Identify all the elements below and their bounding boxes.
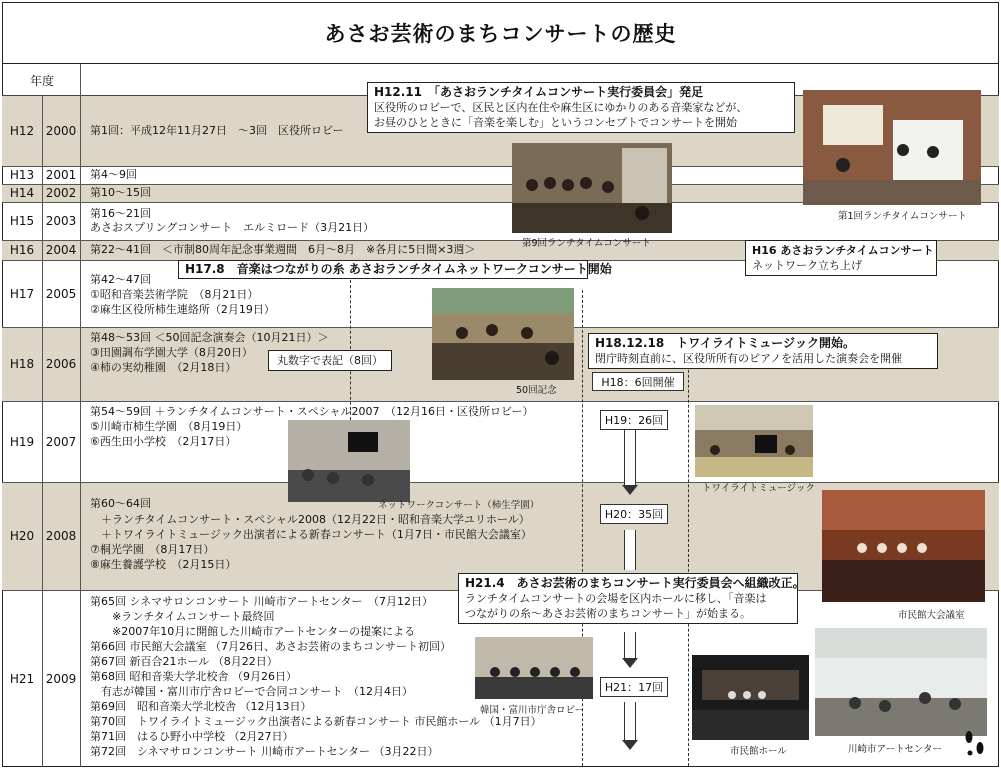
count-h19: H19：26回: [600, 410, 668, 430]
caption-ninth-concert: 第9回ランチタイムコンサート: [522, 238, 651, 249]
year-2009: 2009: [45, 671, 77, 686]
row-h21-line: 第65回 シネマサロンコンサート 川崎市アートセンター （7月12日）: [90, 595, 434, 608]
page-title: あさお芸術のまちコンサートの歴史: [2, 2, 999, 64]
year-2004: 2004: [45, 243, 77, 257]
callout-h18-head: H18.12.18 トワイライトミュージック開始。: [595, 336, 856, 350]
row-h21-line: ※2007年10月に開館した川崎市アートセンターの提案による: [90, 625, 416, 638]
era-h14: H14: [9, 186, 35, 200]
year-2007: 2007: [45, 434, 77, 449]
row-h14-line: 第10～15回: [90, 186, 151, 199]
callout-h17: [178, 260, 612, 279]
era-h20: H20: [9, 529, 35, 543]
caption-civic-hall: 市民館ホール: [730, 746, 787, 757]
callout-h16-body: ネットワーク立ち上げ: [752, 259, 862, 272]
row-h20-line: ⑦桐光学園 （8月17日）: [90, 543, 215, 556]
row-h17-line: ②麻生区役所柿生連絡所（2月19日）: [90, 303, 275, 316]
row-h15-line: 第16～21回: [90, 207, 151, 220]
era-h19: H19: [9, 434, 35, 449]
caption-korea: 韓国・富川市庁舎ロビー: [480, 705, 585, 716]
callout-h12: [367, 82, 795, 133]
photo-50th: [432, 288, 574, 380]
photo-art-center: [815, 628, 987, 736]
callout-h12-body: お昼のひとときに「音楽を楽しむ」というコンセプトでコンサートを開始: [374, 116, 737, 129]
row-h20-line: 第60～64回: [90, 497, 151, 510]
callout-h16: [745, 240, 937, 276]
caption-art-center: 川崎市アートセンター: [848, 744, 943, 755]
photo-hall: [822, 490, 985, 602]
arrow-shaft: [624, 530, 636, 570]
arrow-down-icon: [622, 658, 638, 668]
callout-h21: [458, 573, 805, 624]
arrow-down-icon: [622, 485, 638, 495]
year-2008: 2008: [45, 529, 77, 543]
arrow-shaft: [624, 430, 636, 485]
photo-network: [288, 420, 410, 502]
era-h21: H21: [9, 671, 35, 686]
count-h21: H21：17回: [600, 677, 668, 697]
era-h16: H16: [9, 243, 35, 257]
row-h20-line: ＋トワイライトミュージック出演者による新春コンサート（1月7日・市民館大会議室）: [90, 528, 532, 541]
photo-civic-hall: [692, 655, 809, 740]
arrow-shaft: [624, 702, 636, 740]
caption-50th: 50回記念: [516, 385, 557, 396]
era-h18: H18: [9, 357, 35, 371]
row-h21-line: 第71回 はるひ野小中学校 （2月27日）: [90, 730, 294, 743]
row-h21-line: 第68回 昭和音楽大学北校舎 （9月26日）: [90, 670, 297, 683]
row-h17-line: 第42～47回: [90, 273, 151, 286]
row-h13-line: 第4～9回: [90, 168, 137, 181]
year-2002: 2002: [45, 186, 77, 200]
row-h19-line: ⑤川崎市柿生学園 （8月19日）: [90, 420, 248, 433]
row-h19-line: ⑥西生田小学校 （2月17日）: [90, 435, 237, 448]
year-header: 年度: [29, 73, 54, 88]
row-h21-line: 第70回 トワイライトミュージック出演者による新春コンサート 市民館ホール （1月7日）: [90, 715, 542, 728]
count-h18: H18：6回開催: [592, 372, 684, 391]
callout-h18: [588, 333, 938, 369]
photo-twilight: [695, 405, 813, 477]
arrow-down-icon: [622, 740, 638, 750]
caption-first-concert: 第1回ランチタイムコンサート: [838, 211, 967, 222]
row-h21-line: 第66回 市民館大会議室 （7月26日、あさお芸術のまちコンサート初回）: [90, 640, 451, 653]
year-2005: 2005: [45, 286, 77, 301]
row-h18-line: ④柿の実幼稚園 （2月18日）: [90, 361, 237, 374]
photo-ninth-concert: [512, 143, 672, 233]
year-2001: 2001: [45, 168, 77, 182]
row-h19-line: 第54～59回 ＋ランチタイムコンサート・スペシャル2007 （12月16日・区役所ロビー）: [90, 405, 534, 418]
callout-h12-head: H12.11 「あさおランチタイムコンサート実行委員会」発足: [374, 85, 704, 99]
arrow-shaft: [624, 632, 636, 658]
caption-twilight: トワイライトミュージック: [702, 483, 816, 494]
callout-h21-body: つながりの糸～あさお芸術のまちコンサート」が始まる。: [465, 607, 751, 620]
row-h15-line: あさおスプリングコンサート エルミロード（3月21日）: [90, 221, 375, 234]
photo-first-concert: [803, 90, 981, 205]
callout-h16-head: H16 あさおランチタイムコンサート: [752, 244, 934, 257]
year-2000: 2000: [45, 124, 77, 138]
row-h21-line: 第67回 新百合21ホール （8月22日）: [90, 655, 278, 668]
row-h12-line: 第1回：平成12年11月27日 ～3回 区役所ロビー: [90, 124, 344, 137]
caption-network: ネットワークコンサート（柿生学園）: [378, 500, 540, 511]
count-h20: H20：35回: [600, 504, 668, 524]
note-circled-numbers: 丸数字で表記（8回）: [268, 350, 392, 371]
row-h17-line: ①昭和音楽芸術学院 （8月21日）: [90, 288, 259, 301]
callout-h18-body: 閉庁時刻直前に、区役所所有のピアノを活用した演奏会を開催: [595, 352, 903, 365]
row-h21-line: 第72回 シネマサロンコンサート 川崎市アートセンター （3月22日）: [90, 745, 439, 758]
callout-h17-head: H17.8 音楽はつながりの糸 あさおランチタイムネットワークコンサート開始: [185, 262, 612, 276]
row-h20-line: ＋ランチタイムコンサート・スペシャル2008（12月22日・昭和音楽大学ユリホール）: [90, 513, 530, 526]
photo-korea: [475, 637, 593, 699]
row-h21-line: ※ランチタイムコンサート最終回: [90, 610, 275, 623]
row-h18-line: ③田園調布学園大学（8月20日）: [90, 346, 253, 359]
callout-h12-body: 区役所のロビーで、区民と区内在住や麻生区にゆかりのある音楽家などが、: [374, 101, 748, 114]
callout-h21-body: ランチタイムコンサートの会場を区内ホールに移し、「音楽は: [465, 592, 767, 605]
row-h21-line: 第69回 昭和音楽大学北校舎 （12月13日）: [90, 700, 312, 713]
footprints-icon: [962, 728, 988, 760]
row-h21-line: 有志が韓国・富川市庁舎ロビーで合同コンサート （12月4日）: [90, 685, 414, 698]
dashed-guide: [688, 340, 689, 766]
era-h15: H15: [9, 214, 35, 228]
row-h18-line: 第48～53回 ＜50回記念演奏会（10月21日）＞: [90, 331, 329, 344]
caption-hall: 市民館大会議室: [898, 610, 965, 621]
year-2003: 2003: [45, 214, 77, 228]
year-2006: 2006: [45, 357, 77, 371]
row-h16-line: 第22～41回 ＜市制80周年記念事業週間 6月～8月 ※各月に5日間×3週＞: [90, 243, 476, 256]
era-h17: H17: [9, 286, 35, 301]
era-h13: H13: [9, 168, 35, 182]
callout-h21-head: H21.4 あさお芸術のまちコンサート実行委員会へ組織改正。: [465, 576, 805, 590]
era-h12: H12: [9, 124, 35, 138]
row-h20-line: ⑧麻生養護学校 （2月15日）: [90, 558, 237, 571]
